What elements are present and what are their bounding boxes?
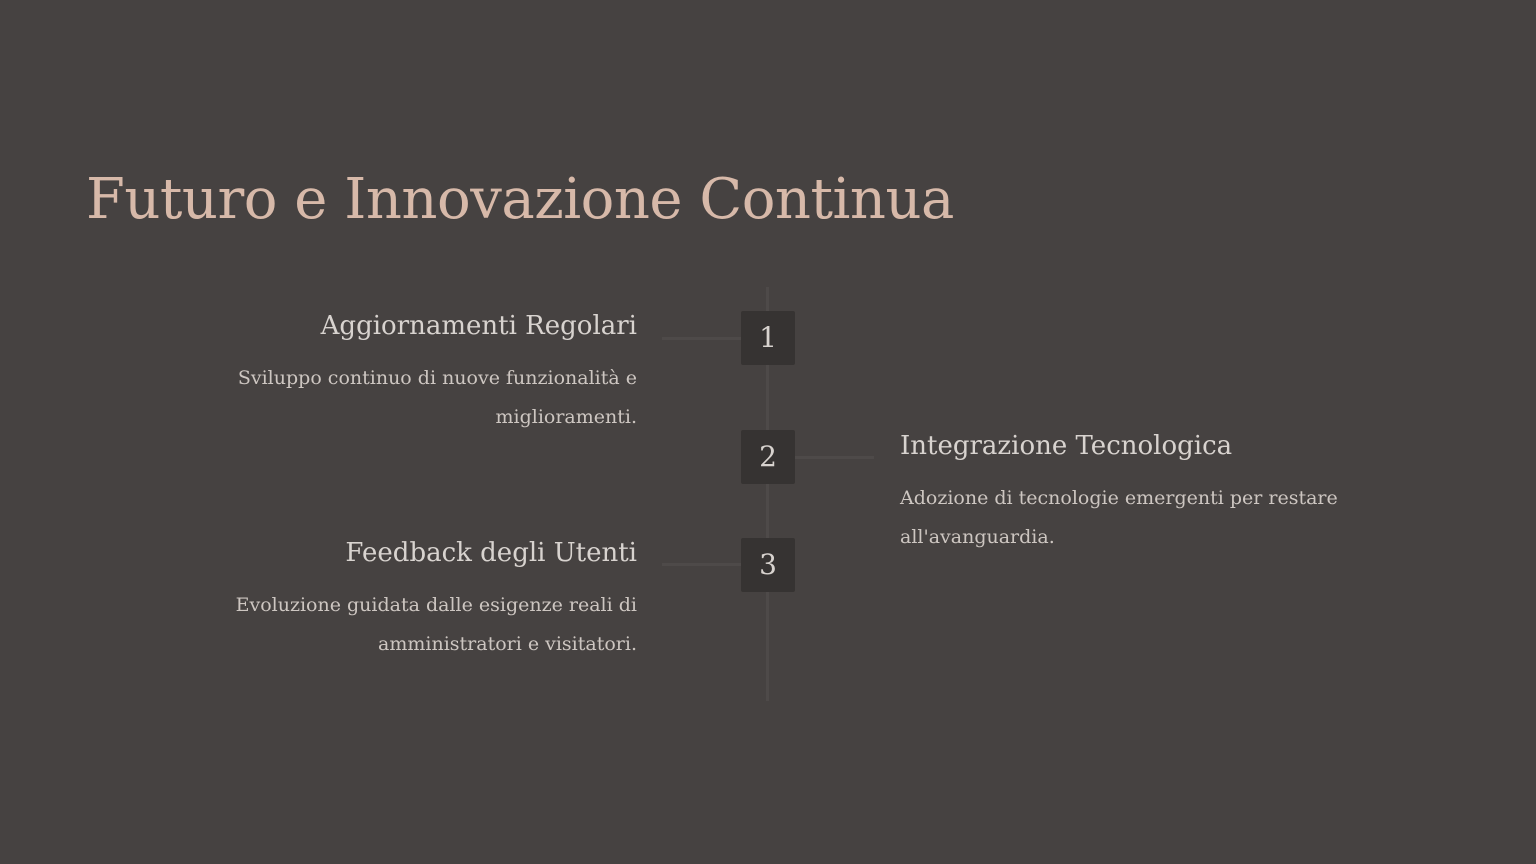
timeline-step-2 xyxy=(900,429,1400,557)
timeline-step-3 xyxy=(160,536,637,664)
timeline-step-1 xyxy=(160,309,637,437)
step-title-3: Feedback degli Utenti xyxy=(345,538,637,568)
step-description-3: Evoluzione guidata dalle esigenze reali di amministratori e visitatori. xyxy=(235,594,637,655)
slide-title: Futuro e Innovazione Continua xyxy=(86,167,954,232)
timeline-connector-1 xyxy=(662,337,742,340)
step-number-badge-1: 1 xyxy=(741,311,795,365)
step-description-1: Sviluppo continuo di nuove funzionalità e miglioramenti. xyxy=(237,367,637,428)
step-description-2: Adozione di tecnologie emergenti per restare all'avanguardia. xyxy=(900,487,1338,548)
step-title-1: Aggiornamenti Regolari xyxy=(320,311,637,341)
step-title-2: Integrazione Tecnologica xyxy=(900,431,1233,461)
step-number-badge-2: 2 xyxy=(741,430,795,484)
timeline-connector-2 xyxy=(794,456,874,459)
timeline-connector-3 xyxy=(662,563,742,566)
step-number-badge-3: 3 xyxy=(741,538,795,592)
